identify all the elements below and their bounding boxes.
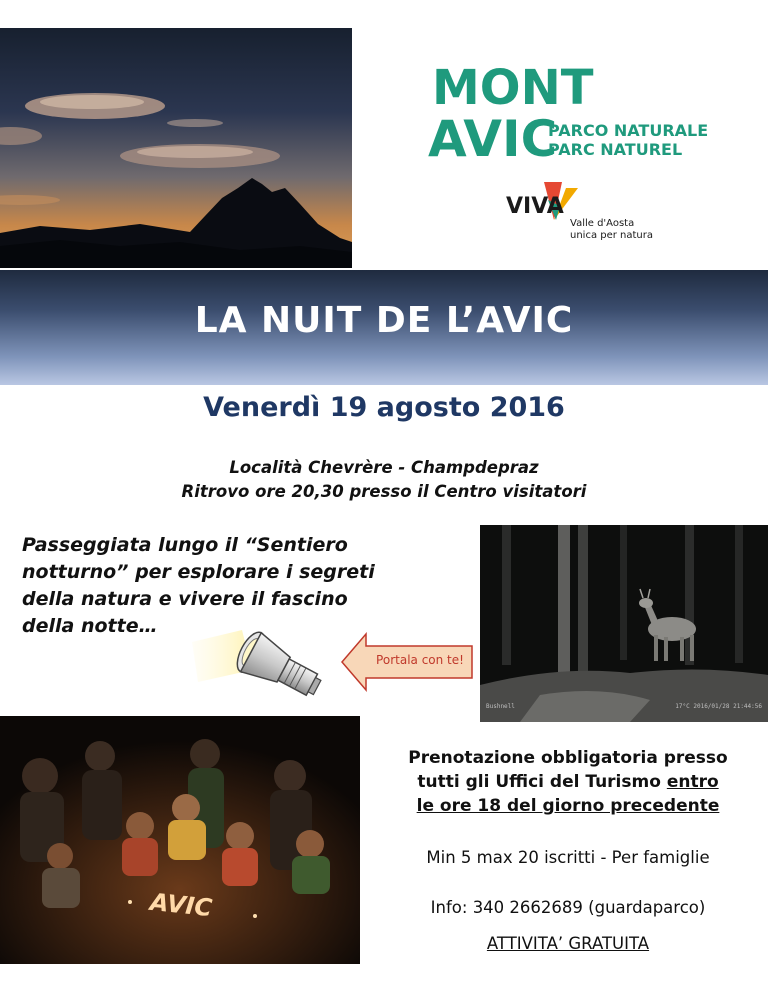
booking-notice — [380, 746, 756, 818]
free-activity-note — [380, 934, 756, 953]
callout-text: Portala con te! — [376, 653, 464, 667]
viva-line-2: unica per natura — [570, 230, 654, 241]
event-title: LA NUIT DE L’AVIC — [194, 300, 574, 341]
booking-deadline-word: entro — [666, 772, 719, 792]
logo-line-fr: PARC NATUREL — [548, 140, 683, 159]
viva-logo — [504, 180, 664, 244]
camera-stamp — [486, 703, 762, 710]
logo-word-mont: MONT — [432, 60, 594, 116]
booking-line-plain: tutti gli Uffici del Turismo — [417, 772, 667, 792]
deer-photo — [480, 525, 768, 722]
booking-line — [380, 794, 756, 818]
light-writing: AVIC — [148, 887, 214, 923]
camera-stamp-right: 17°C 2016/01/28 21:44:56 — [675, 703, 762, 710]
group-photo — [0, 716, 360, 964]
participants-info: Min 5 max 20 iscritti - Per famiglie — [426, 848, 710, 867]
booking-line — [380, 770, 756, 794]
contact-info: Info: 340 2662689 (guardaparco) — [430, 898, 706, 917]
flashlight-icon — [190, 612, 340, 712]
sky-photo — [0, 28, 352, 268]
event-date: Venerdì 19 agosto 2016 — [203, 392, 565, 423]
description-line: Passeggiata lungo il “Sentiero — [22, 534, 348, 556]
viva-word: VIVA — [506, 194, 564, 219]
description-line: della notte… — [22, 615, 158, 637]
mont-avic-logo — [428, 56, 728, 166]
camera-stamp-left: Bushnell — [486, 703, 515, 710]
free-activity-text: ATTIVITA’ GRATUITA — [486, 934, 650, 953]
description-line: della natura e vivere il fascino — [22, 588, 348, 610]
event-location: Località Chevrère - Champdepraz — [229, 458, 539, 477]
logo-line-it: PARCO NATURALE — [548, 121, 709, 140]
meeting-point: Ritrovo ore 20,30 presso il Centro visitatori — [181, 482, 587, 501]
booking-deadline: le ore 18 del giorno precedente — [416, 796, 720, 816]
description-line: notturno” per esplorare i segreti — [22, 561, 375, 583]
booking-line: Prenotazione obbligatoria presso — [408, 748, 728, 768]
viva-line-1: Valle d'Aosta — [570, 218, 635, 229]
logo-word-avic: AVIC — [428, 110, 558, 166]
